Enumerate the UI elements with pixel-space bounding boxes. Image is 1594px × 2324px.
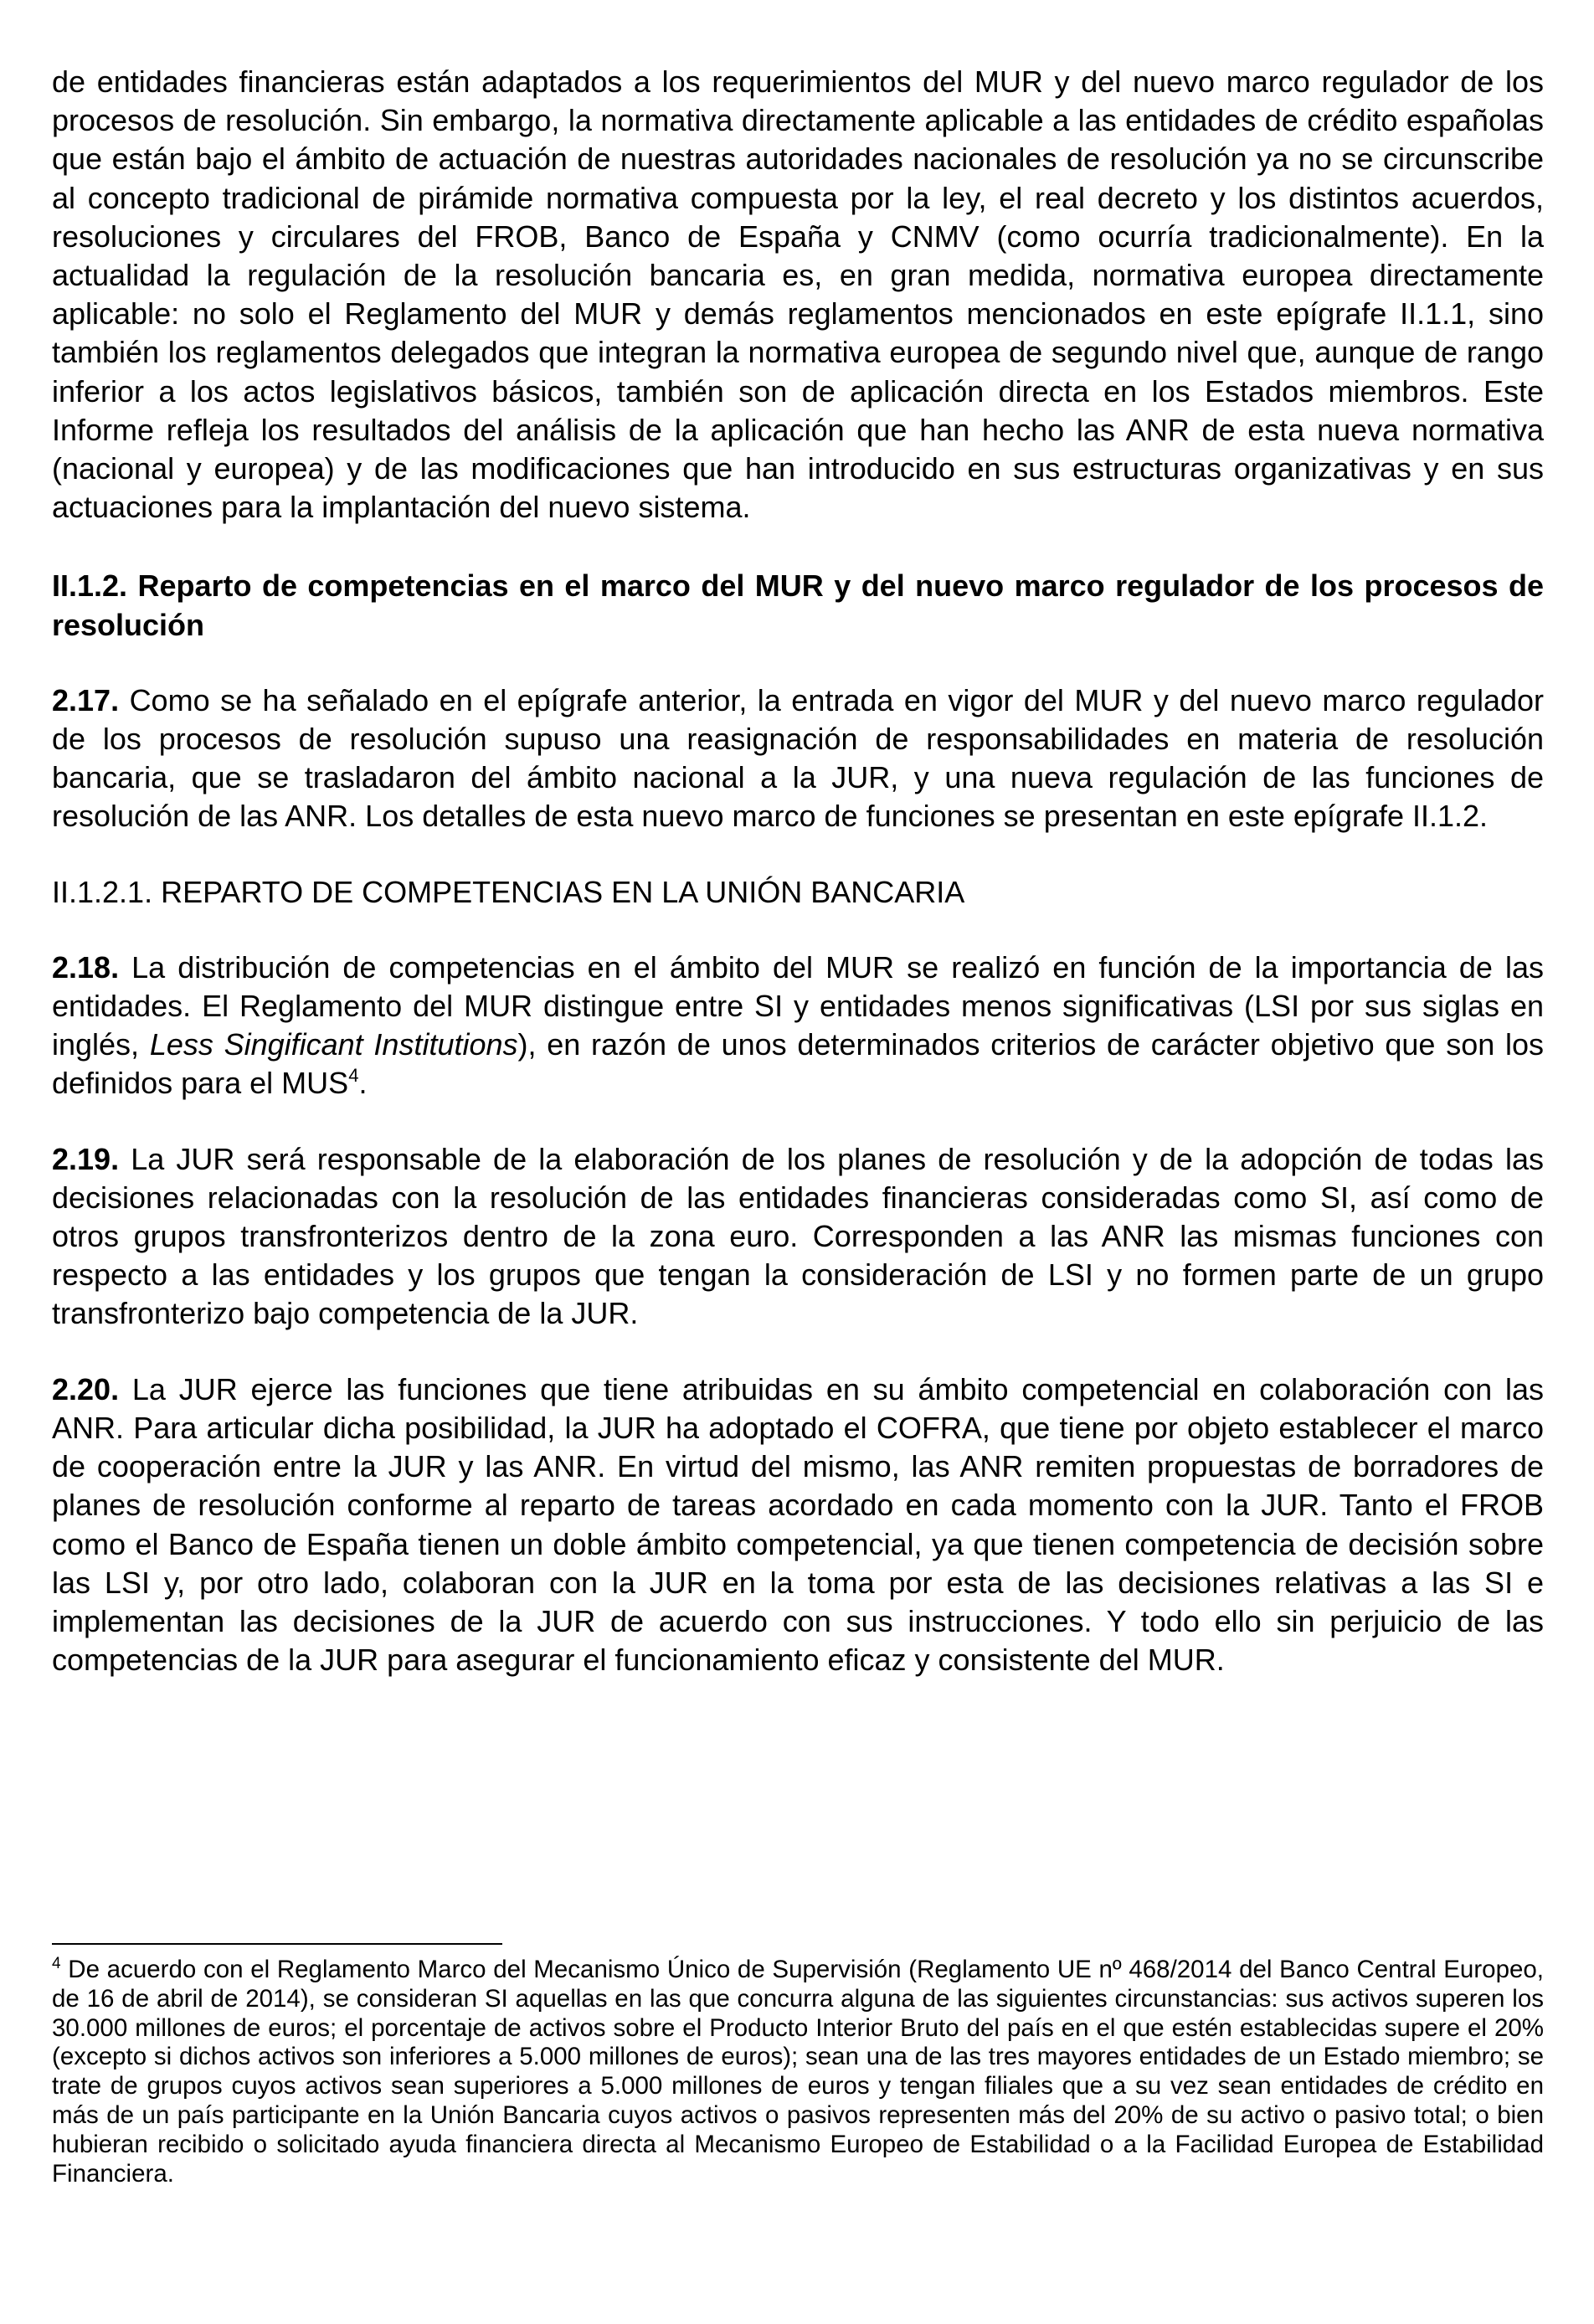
footnote-4 xyxy=(52,1956,1544,2188)
paragraph-text: La JUR será responsable de la elaboración de los planes de resolución y de la adopción de todas las decisiones relacionadas con la resolución de las entidades financieras consideradas como SI, así como de otros grupos transfronterizos dentro de la zona euro. Corresponden a las ANR las mismas funciones con respecto a las entidades y los grupos que tengan la consideración de LSI y no formen parte de un grupo transfronterizo bajo competencia de la JUR. xyxy=(52,1141,1544,1331)
intro-paragraph: de entidades financieras están adaptados a los requerimientos del MUR y del nuevo marco regulador de los procesos de resolución. Sin embargo, la normativa directamente aplicable a las entidades de crédito españolas que están bajo el ámbito de actuación de nuestras autoridades nacionales de resolución ya no se circunscribe al concepto tradicional de pirámide normativa compuesta por la ley, el real decreto y los distintos acuerdos, resoluciones y circulares del FROB, Banco de España y CNMV (como ocurría tradicionalmente). En la actualidad la regulación de la resolución bancaria es, en gran medida, normativa europea directamente aplicable: no solo el Reglamento del MUR y demás reglamentos mencionados en este epígrafe II.1.1, sino también los reglamentos delegados que integran la normativa europea de segundo nivel que, aunque de rango inferior a los actos legislativos básicos, también son de aplicación directa en los Estados miembros. Este Informe refleja los resultados del análisis de la aplicación que han hecho las ANR de esta nueva normativa (nacional y europea) y de las modificaciones que han introducido en sus estructuras organizativas y en sus actuaciones para la implantación del nuevo sistema. xyxy=(52,64,1544,525)
paragraph-text: La distribución de competencias en el ámbito del MUR se realizó en función de la importancia de las entidades. El Reglamento del MUR distingue entre SI y entidades menos significativas (LSI por sus siglas en inglés, xyxy=(52,949,1544,1062)
paragraph-2-19 xyxy=(52,1140,1544,1334)
paragraph-text-cont: ), en razón de unos determinados criterios de carácter objetivo que son los definidos para el MUS xyxy=(52,1027,1544,1101)
paragraph-2-18 xyxy=(52,949,1544,1103)
footnote-reference[interactable]: 4 xyxy=(348,1065,359,1087)
paragraph-number: 2.18. xyxy=(52,949,120,985)
paragraph-number: 2.17. xyxy=(52,682,120,717)
footnote-separator xyxy=(52,1943,502,1945)
paragraph-end: . xyxy=(358,1066,368,1101)
paragraph-number: 2.19. xyxy=(52,1141,120,1176)
paragraph-2-20 xyxy=(52,1370,1544,1680)
paragraph-text: La JUR ejerce las funciones que tiene atribuidas en su ámbito competencial en colaboración con las ANR. Para articular dicha posibilidad, la JUR ha adoptado el COFRA, que tiene por objeto establecer el marco de cooperación entre la JUR y las ANR. En virtud del mismo, las ANR remiten propuestas de borradores de planes de resolución conforme al reparto de tareas acordado en cada momento con la JUR. Tanto el FROB como el Banco de España tienen un doble ámbito competencial, ya que tienen competencia de decisión sobre las LSI y, por otro lado, colaboran con la JUR en la toma por esta de las decisiones relativas a las SI e implementan las decisiones de la JUR de acuerdo con sus instrucciones. Y todo ello sin perjuicio de las competencias de la JUR para asegurar el funcionamiento eficaz y consistente del MUR. xyxy=(52,1371,1544,1678)
subsection-heading: II.1.2.1. REPARTO DE COMPETENCIAS EN LA UNIÓN BANCARIA xyxy=(52,874,965,909)
section-heading: II.1.2. Reparto de competencias en el marco del MUR y del nuevo marco regulador de los procesos de resolución xyxy=(52,568,1544,642)
body-text xyxy=(52,63,1544,1679)
paragraph-2-17 xyxy=(52,681,1544,836)
paragraph-number: 2.20. xyxy=(52,1371,120,1406)
paragraph-text: Como se ha señalado en el epígrafe anterior, la entrada en vigor del MUR y del nuevo marco regulador de los procesos de resolución supuso una reasignación de responsabilidades en materia de resolución bancaria, que se trasladaron del ámbito nacional a la JUR, y una nueva regulación de las funciones de resolución de las ANR. Los detalles de esta nuevo marco de funciones se presentan en este epígrafe II.1.2. xyxy=(52,682,1544,834)
footnote-number: 4 xyxy=(52,1955,61,1972)
footnote-text: De acuerdo con el Reglamento Marco del Mecanismo Único de Supervisión (Reglamento UE nº 468/2014 del Banco Central Europeo, de 16 de abril de 2014), se consideran SI aquellas en las que concurra alguna de las siguientes circunstancias: sus activos superen los 30.000 millones de euros; el porcentaje de activos sobre el Producto Interior Bruto del país en el que estén establecidas supere el 20% (excepto si dichos activos son inferiores a 5.000 millones de euros); sean una de las tres mayores entidades de un Estado miembro; se trate de grupos cuyos activos sean superiores a 5.000 millones de euros y tengan filiales que a su vez sean entidades de crédito en más de un país participante en la Unión Bancaria cuyos activos o pasivos representen más del 20% de su activo o pasivo total; o bien hubieran recibido o solicitado ayuda financiera directa al Mecanismo Europeo de Estabilidad o a la Facilidad Europea de Estabilidad Financiera. xyxy=(52,1956,1544,2188)
italic-term: Less Singificant Institutions xyxy=(149,1027,518,1062)
